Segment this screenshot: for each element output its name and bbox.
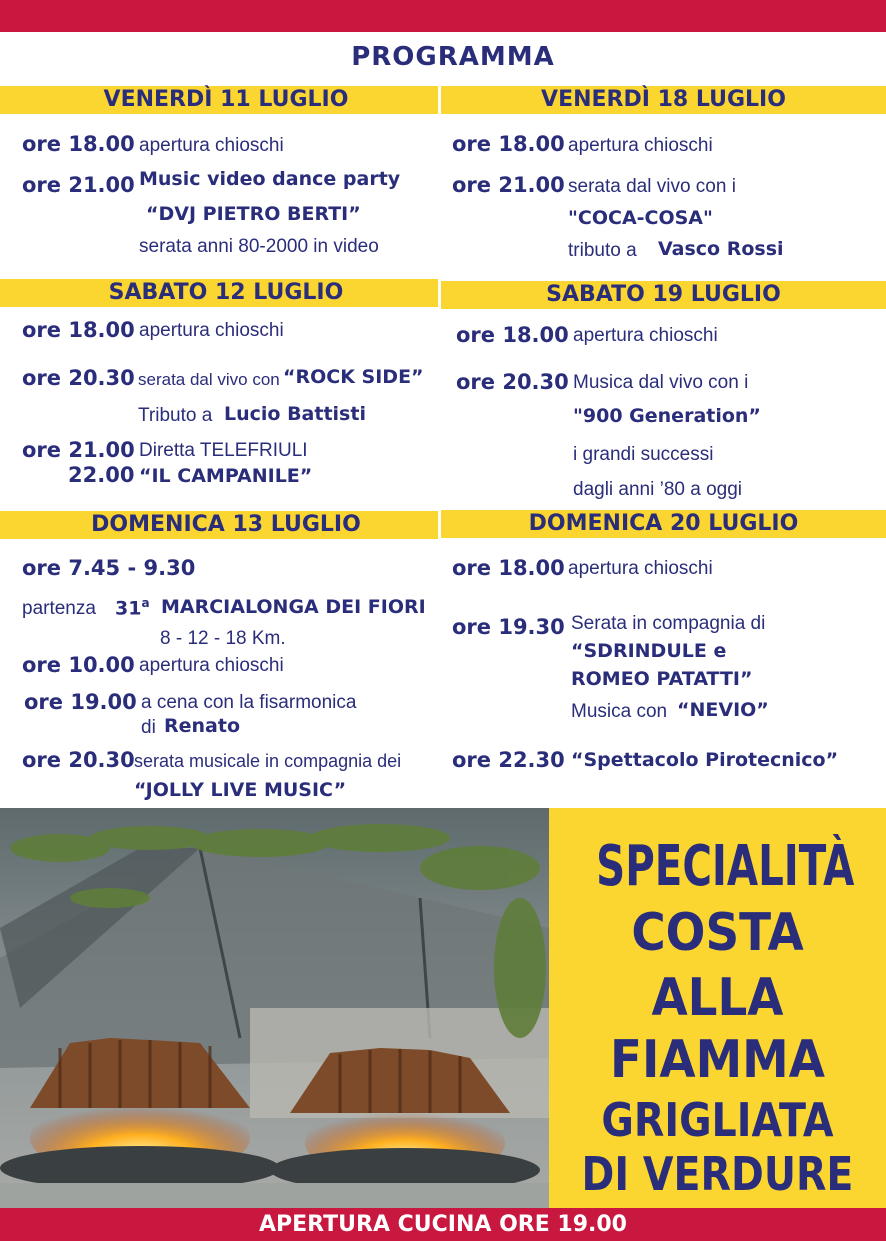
- event-description: Diretta TELEFRIULI: [139, 440, 308, 461]
- promo-line: COSTA: [631, 903, 804, 963]
- promo-line: DI VERDURE: [581, 1147, 854, 1201]
- performer-name: “NEVIO”: [677, 699, 769, 721]
- day-heading: SABATO 12 LUGLIO: [108, 280, 344, 305]
- day-heading-band: [441, 510, 886, 538]
- performer-name: “JOLLY LIVE MUSIC”: [134, 779, 347, 801]
- day-heading: DOMENICA 20 LUGLIO: [528, 511, 799, 536]
- event-description: partenza: [22, 598, 96, 619]
- event-description: apertura chioschi: [139, 320, 284, 341]
- event-description: a cena con la fisarmonica: [141, 692, 357, 713]
- event-note: serata anni 80-2000 in video: [139, 236, 379, 257]
- event-description: serata dal vivo con i: [568, 176, 736, 197]
- event-description: Serata in compagnia di: [571, 613, 766, 634]
- promo-line: FIAMMA: [610, 1030, 825, 1090]
- day-heading-band: [441, 86, 886, 114]
- race-distances: 8 - 12 - 18 Km.: [160, 628, 286, 649]
- performer-name: “DVJ PIETRO BERTI”: [146, 203, 361, 225]
- kitchen-opening-notice: APERTURA CUCINA ORE 19.00: [259, 1212, 627, 1237]
- day-heading-band: [0, 279, 438, 307]
- event-note-prefix: Musica con: [571, 701, 668, 722]
- promo-line: ALLA: [651, 968, 784, 1028]
- event-description: apertura chioschi: [573, 325, 718, 346]
- event-time: ore 20.30: [456, 370, 569, 394]
- event-description: apertura chioschi: [139, 135, 284, 156]
- day-heading: SABATO 19 LUGLIO: [546, 282, 781, 307]
- performer-name: Vasco Rossi: [658, 238, 784, 260]
- grill-photo: [0, 808, 549, 1208]
- day-heading-band: [441, 281, 886, 309]
- event-time: ore 21.00: [22, 438, 135, 462]
- performer-name: “ROCK SIDE”: [283, 366, 424, 388]
- race-name: MARCIALONGA DEI FIORI: [161, 596, 426, 618]
- performer-name: “IL CAMPANILE”: [139, 465, 313, 487]
- edition-number: 31$^a$: [115, 596, 150, 620]
- promo-line: SPECIALITÀ: [596, 834, 855, 899]
- event-description: apertura chioschi: [139, 655, 284, 676]
- event-time: ore 18.00: [22, 318, 135, 342]
- event-note-prefix: Tributo a: [138, 405, 213, 426]
- event-note: i grandi successi: [573, 444, 714, 465]
- event-note-prefix: tributo a: [568, 240, 637, 261]
- event-time: ore 18.00: [22, 132, 135, 156]
- performer-name: "COCA-COSA": [568, 207, 713, 229]
- performer-name: Renato: [164, 715, 240, 737]
- top-red-bar: [0, 0, 886, 32]
- event-description: apertura chioschi: [568, 135, 713, 156]
- event-note-prefix: di: [141, 717, 156, 738]
- event-time: ore 21.00: [22, 173, 135, 197]
- promo-line: GRIGLIATA: [601, 1093, 834, 1147]
- event-time: ore 10.00: [22, 653, 135, 677]
- day-heading-band: [0, 511, 438, 539]
- event-time: ore 22.30: [452, 748, 565, 772]
- performer-name: ROMEO PATATTI”: [571, 668, 753, 690]
- event-description: Music video dance party: [139, 168, 401, 190]
- event-description: “Spettacolo Pirotecnico”: [571, 749, 839, 771]
- event-time: ore 7.45 - 9.30: [22, 556, 196, 580]
- event-time: ore 18.00: [452, 132, 565, 156]
- performer-name: "900 Generation”: [573, 405, 761, 427]
- day-heading: VENERDÌ 18 LUGLIO: [541, 87, 786, 112]
- grill-illustration: [0, 808, 549, 1208]
- performer-name: “SDRINDULE e: [571, 640, 727, 662]
- performer-name: Lucio Battisti: [224, 403, 366, 425]
- specialties-panel: [549, 808, 886, 1208]
- day-heading: DOMENICA 13 LUGLIO: [91, 512, 361, 537]
- event-time: ore 19.30: [452, 615, 565, 639]
- event-description: serata dal vivo con: [138, 370, 280, 389]
- event-description: serata musicale in compagnia dei: [134, 751, 402, 771]
- event-time: ore 19.00: [24, 690, 137, 714]
- day-heading-band: [0, 86, 438, 114]
- page-title: PROGRAMMA: [351, 42, 555, 72]
- event-note: dagli anni ’80 a oggi: [573, 479, 743, 500]
- event-time: ore 18.00: [452, 556, 565, 580]
- event-time: ore 20.30: [22, 748, 135, 772]
- bottom-red-bar: [0, 1208, 886, 1241]
- event-time: ore 18.00: [456, 323, 569, 347]
- day-heading: VENERDÌ 11 LUGLIO: [103, 87, 349, 112]
- event-description: Musica dal vivo con i: [573, 372, 749, 393]
- event-time: 22.00: [68, 463, 135, 487]
- event-time: ore 20.30: [22, 366, 135, 390]
- event-time: ore 21.00: [452, 173, 565, 197]
- event-description: apertura chioschi: [568, 558, 713, 579]
